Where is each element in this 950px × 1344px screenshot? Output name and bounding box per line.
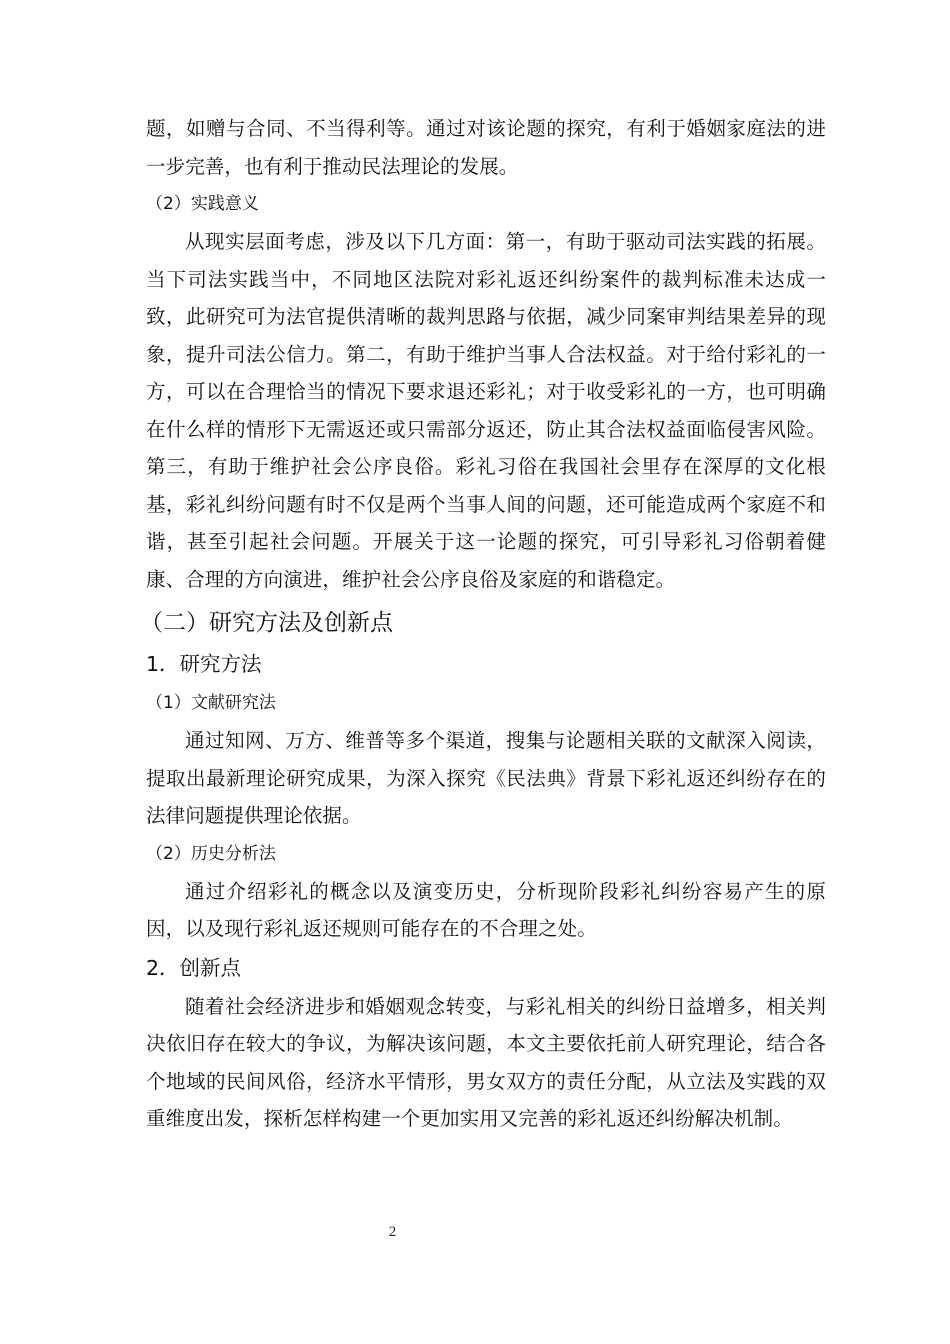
page-body [140,110,826,1138]
heading-historical-method: （2）历史分析法 [146,843,276,864]
heading-practical-significance: （2）实践意义 [146,194,259,214]
paragraph-historical-method: 通过介绍彩礼的概念以及演变历史，分析现阶段彩礼纠纷容易产生的原因，以及现行彩礼返还规则可能存在的不合理之处。 [146,879,826,940]
heading-literature-method: （1）文献研究法 [146,693,276,713]
paragraph-literature-method: 通过知网、万方、维普等多个渠道，搜集与论题相关联的文献深入阅读，提取出最新理论研究成果，为深入探究《民法典》背景下彩礼返还纠纷存在的法律问题提供理论依据。 [146,729,826,827]
page-number: 2 [388,1224,397,1240]
paragraph-practical-significance: 从现实层面考虑，涉及以下几方面：第一，有助于驱动司法实践的拓展。当下司法实践当中，不同地区法院对彩礼返还纠纷案件的裁判标准未达成一致，此研究可为法官提供清晰的裁判思路与依据，减少同案审判结果差异的现象，提升司法公信力。第二，有助于维护当事人合法权益。对于给付彩礼的一方，可以在合理恰当的情况下要求退还彩礼；对于收受彩礼的一方，也可明确在什么样的情形下无需返还或只需部分返还，防止其合法权益面临侵害风险。第三，有助于维护社会公序良俗。彩礼习俗在我国社会里存在深厚的文化根基，彩礼纠纷问题有时不仅是两个当事人间的问题，还可能造成两个家庭不和谐，甚至引起社会问题。开展关于这一论题的探究，可引导彩礼习俗朝着健康、合理的方向演进，维护社会公序良俗及家庭的和谐稳定。 [146,230,826,591]
section-heading-methods-innovation: （二）研究方法及创新点 [140,610,393,636]
subheading-innovation: 2．创新点 [146,955,242,980]
paragraph-theory-continued: 题，如赠与合同、不当得利等。通过对该论题的探究，有利于婚姻家庭法的进一步完善，也有利于推动民法理论的发展。 [146,117,826,178]
paragraph-innovation: 随着社会经济进步和婚姻观念转变，与彩礼相关的纠纷日益增多，相关判决依旧存在较大的争议，为解决该问题，本文主要依托前人研究理论，结合各个地域的民间风俗，经济水平情形，男女双方的责任分配，从立法及实践的双重维度出发，探析怎样构建一个更加实用又完善的彩礼返还纠纷解决机制。 [146,994,826,1130]
subheading-research-methods: 1．研究方法 [146,652,262,676]
